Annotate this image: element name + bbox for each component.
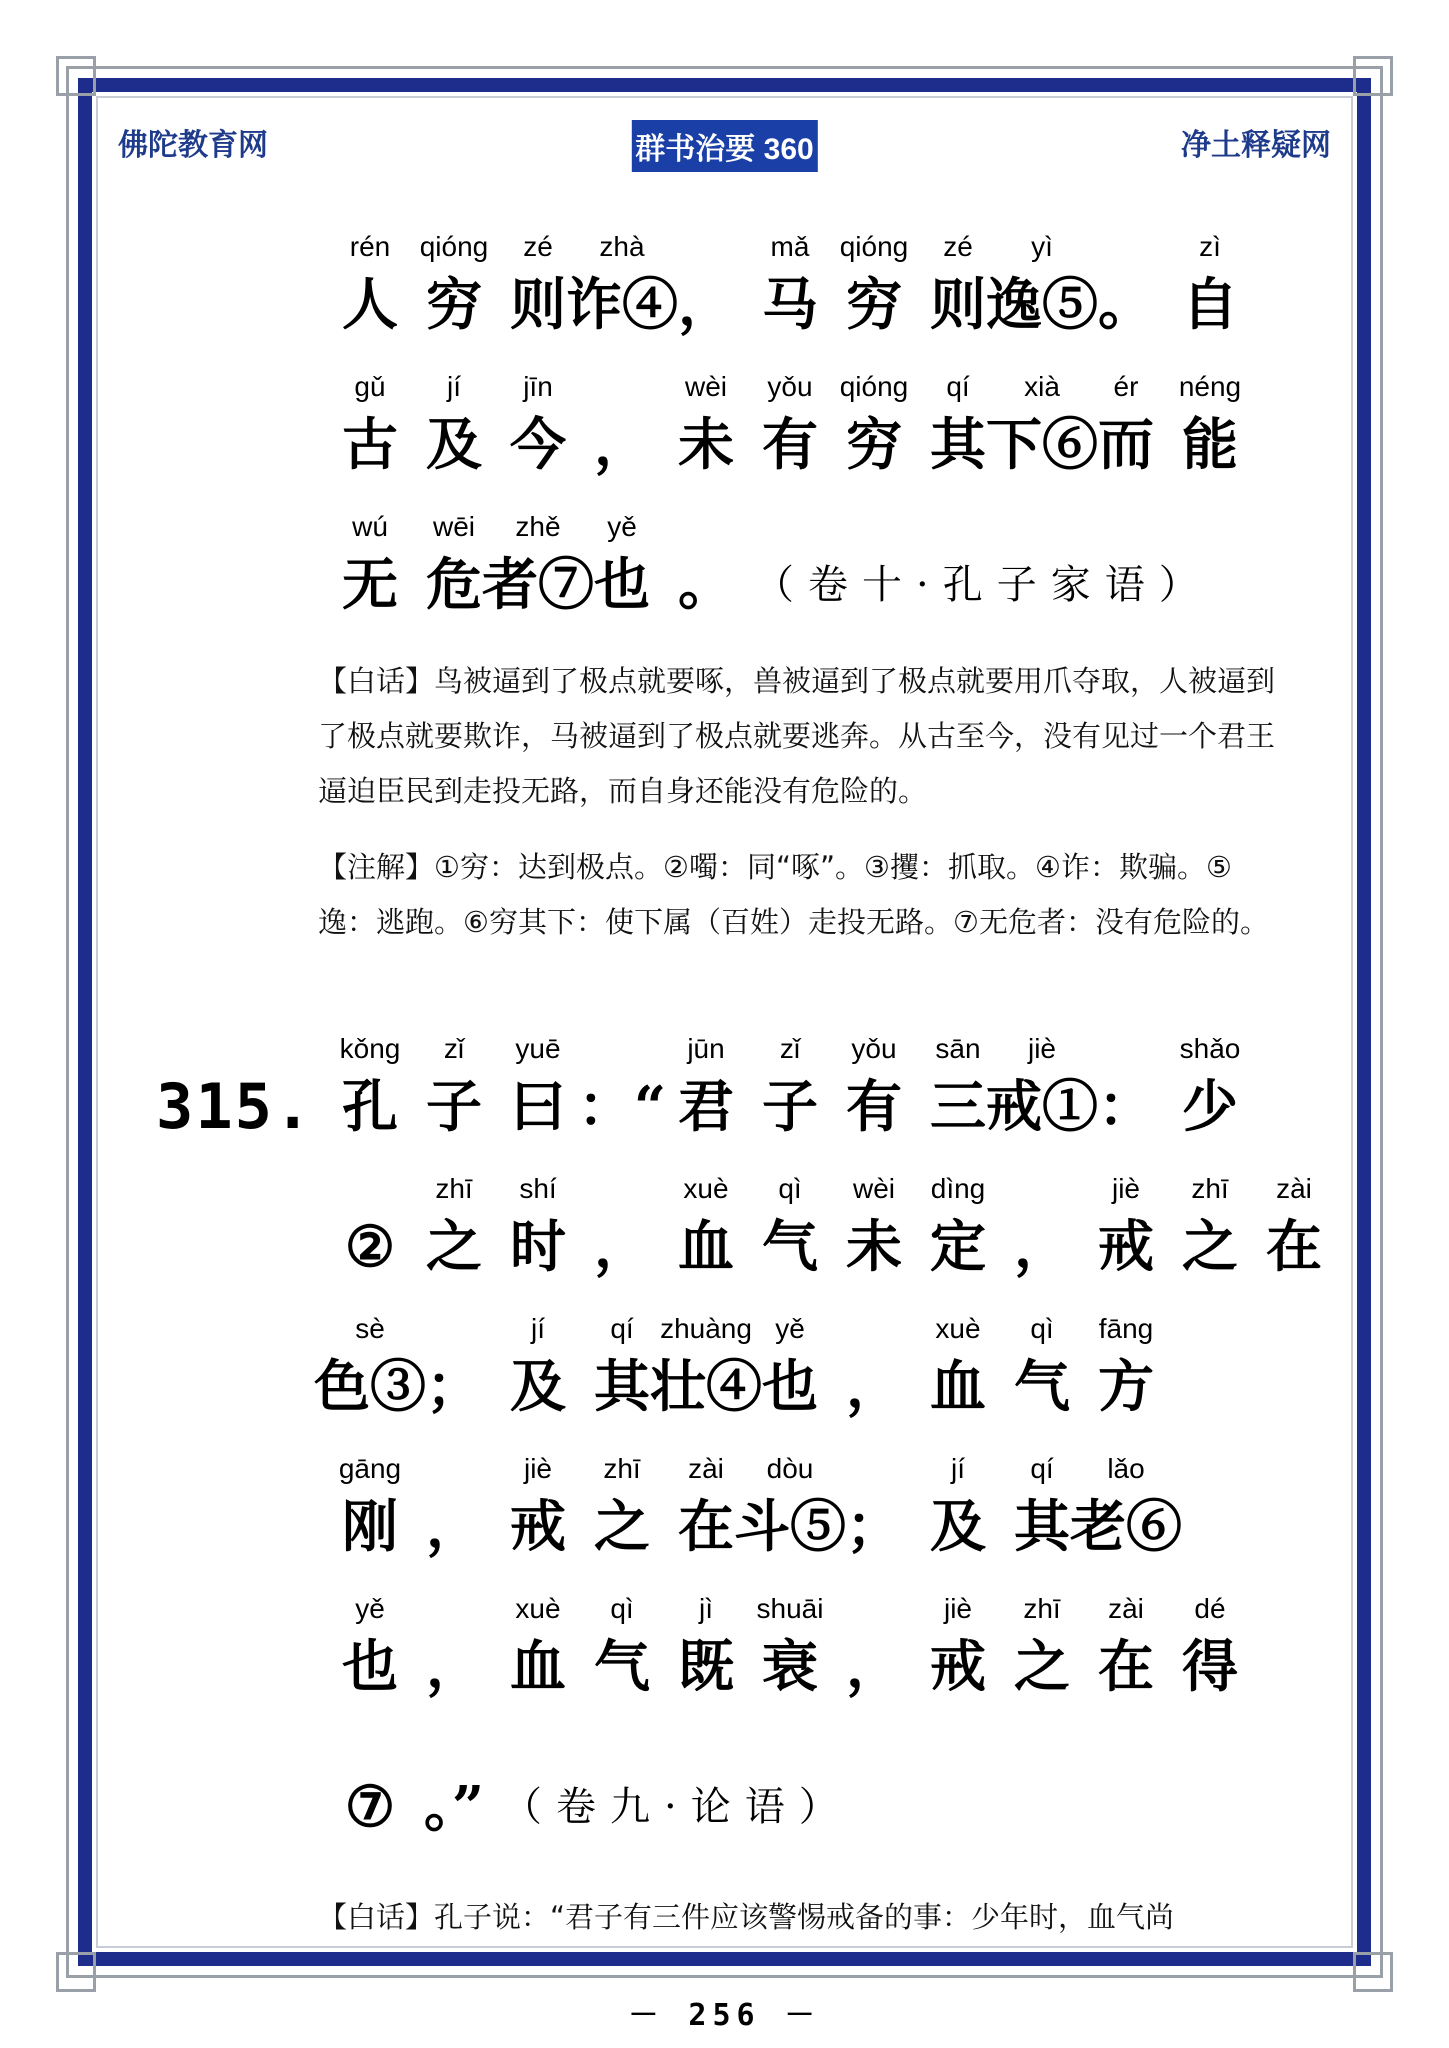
pinyin: shí	[519, 1173, 557, 1204]
hanzi: 色③	[314, 1354, 426, 1420]
ruby-cell	[832, 1312, 916, 1428]
ruby-cell	[412, 1312, 496, 1428]
pinyin: jì	[699, 1593, 713, 1624]
ruby-cell	[1168, 1032, 1252, 1148]
hanzi: 刚	[342, 1494, 398, 1560]
pinyin: wú	[352, 511, 388, 542]
ruby-cell	[1084, 230, 1168, 346]
hanzi: 戒	[1098, 1214, 1154, 1280]
pinyin: jí	[531, 1313, 545, 1344]
hanzi: ；	[846, 1494, 902, 1560]
ruby-cell	[832, 370, 916, 486]
hanzi: 有	[846, 1074, 902, 1140]
ruby-cell	[328, 510, 412, 626]
hanzi: 穷	[426, 272, 482, 338]
hanzi: ：	[1098, 1074, 1154, 1140]
hanzi: ，	[426, 1494, 482, 1560]
ruby-cell	[832, 1592, 916, 1708]
hanzi: 之	[594, 1494, 650, 1560]
hanzi: 其	[930, 412, 986, 478]
pinyin: zài	[1276, 1173, 1312, 1204]
corner-ornament	[1353, 1952, 1393, 1992]
ruby-cell	[1084, 1592, 1168, 1708]
ruby-line	[328, 1732, 853, 1848]
hanzi: 穷	[846, 272, 902, 338]
pinyin: jūn	[687, 1033, 725, 1064]
ruby-cell	[412, 1592, 496, 1708]
pinyin: dé	[1194, 1593, 1226, 1624]
hanzi: 气	[594, 1634, 650, 1700]
hanzi: 者⑦	[482, 552, 594, 618]
pinyin: wèi	[684, 371, 727, 402]
pinyin: zhī	[1023, 1593, 1061, 1624]
ruby-cell	[496, 1452, 580, 1568]
ruby-cell	[1000, 1312, 1084, 1428]
page-number: － 256 －	[628, 1998, 821, 2033]
pinyin: qì	[778, 1173, 802, 1204]
ruby-cell	[916, 1172, 1000, 1288]
ruby-cell	[496, 1592, 580, 1708]
ruby-cell	[1084, 1032, 1168, 1148]
corner-ornament	[56, 1952, 96, 1992]
pinyin: jīn	[523, 371, 553, 402]
hanzi: ，	[426, 1634, 482, 1700]
hanzi: 之	[1182, 1214, 1238, 1280]
pinyin: wēi	[432, 511, 475, 542]
corner-ornament	[1353, 56, 1393, 96]
ruby-cell	[1000, 1592, 1084, 1708]
pinyin: sè	[355, 1313, 385, 1344]
pinyin: fāng	[1098, 1313, 1154, 1344]
hanzi: 也	[594, 552, 650, 618]
header-site-right: 净土释疑网	[1181, 129, 1331, 162]
ruby-cell	[1168, 370, 1252, 486]
hanzi: 未	[846, 1214, 902, 1280]
ruby-line	[328, 1592, 1252, 1708]
hanzi: 在	[1098, 1634, 1154, 1700]
pinyin: xià	[1024, 371, 1060, 402]
hanzi: 其	[1014, 1494, 1070, 1560]
hanzi: 斗⑤	[734, 1494, 846, 1560]
hanzi: 未	[678, 412, 734, 478]
ruby-cell	[577, 1032, 667, 1148]
pinyin: qióng	[839, 371, 909, 402]
ruby-line	[328, 1172, 1336, 1288]
baihua-paragraph: 【白话】鸟被逼到了极点就要啄，兽被逼到了极点就要用爪夺取，人被逼到了极点就要欺诈，马被逼到了极点就要逃奔。从古至今，没有见过一个君王逼迫臣民到走投无路，而自身还能没有危险的。	[318, 664, 1276, 808]
hanzi: 气	[1014, 1354, 1070, 1420]
pinyin: kǒng	[339, 1033, 401, 1064]
hanzi: 人	[342, 272, 398, 338]
hanzi: 能	[1182, 412, 1238, 478]
hanzi: 有	[762, 412, 818, 478]
hanzi: ⑦	[344, 1774, 396, 1840]
pinyin: zhà	[599, 231, 645, 262]
hanzi: 得	[1182, 1634, 1238, 1700]
hanzi: 则	[930, 272, 986, 338]
header-site-left: 佛陀教育网	[118, 129, 268, 162]
hanzi: 之	[426, 1214, 482, 1280]
pinyin: shuāi	[756, 1593, 824, 1624]
ruby-line	[328, 370, 1252, 486]
ruby-cell	[580, 510, 664, 626]
pinyin: zài	[688, 1453, 724, 1484]
hanzi: 戒	[510, 1494, 566, 1560]
pinyin: jí	[951, 1453, 965, 1484]
ruby-cell	[1084, 1172, 1168, 1288]
hanzi: ②	[344, 1214, 396, 1280]
ruby-cell	[832, 1172, 916, 1288]
ruby-line	[328, 230, 1252, 346]
hanzi: 下⑥	[986, 412, 1098, 478]
pinyin: zài	[1108, 1593, 1144, 1624]
ruby-cell	[748, 370, 832, 486]
pinyin: zǐ	[779, 1033, 801, 1064]
pinyin: néng	[1178, 371, 1242, 402]
ruby-cell	[496, 1172, 580, 1288]
ruby-cell	[412, 1452, 496, 1568]
ruby-cell	[748, 1172, 832, 1288]
ruby-cell	[1070, 1452, 1182, 1568]
hanzi: 危	[426, 552, 482, 618]
hanzi: 。”	[423, 1774, 485, 1840]
pinyin: dòu	[766, 1453, 814, 1484]
pinyin: mǎ	[770, 231, 810, 262]
ruby-cell	[328, 230, 412, 346]
hanzi: ；	[426, 1354, 482, 1420]
ruby-cell	[832, 1032, 916, 1148]
ruby-cell	[664, 370, 748, 486]
pinyin: yě	[355, 1593, 385, 1624]
pinyin: zì	[1199, 231, 1221, 262]
ruby-cell	[664, 510, 748, 626]
ruby-cell	[412, 1032, 496, 1148]
ruby-cell	[1168, 1172, 1252, 1288]
pinyin: zǐ	[443, 1033, 465, 1064]
ruby-cell	[412, 230, 496, 346]
hanzi: 子	[426, 1074, 482, 1140]
ruby-cell	[328, 1172, 412, 1288]
ruby-cell	[482, 510, 594, 626]
hanzi: 则	[510, 272, 566, 338]
ruby-cell	[748, 1592, 832, 1708]
pinyin: zé	[943, 231, 973, 262]
ruby-cell	[328, 1032, 412, 1148]
hanzi: 曰	[510, 1074, 566, 1140]
hanzi: 诈④	[566, 272, 678, 338]
pinyin: dìng	[930, 1173, 986, 1204]
pinyin: jiè	[1111, 1173, 1140, 1204]
hanzi: 及	[426, 412, 482, 478]
hanzi: 马	[762, 272, 818, 338]
ruby-cell	[1000, 1172, 1084, 1288]
hanzi: 壮④	[650, 1354, 762, 1420]
ruby-cell	[832, 1452, 916, 1568]
hanzi: ，	[846, 1634, 902, 1700]
hanzi: ，	[1014, 1214, 1070, 1280]
ruby-cell	[496, 1312, 580, 1428]
pinyin: zhī	[1191, 1173, 1229, 1204]
ruby-cell	[1168, 230, 1252, 346]
ruby-cell	[734, 1452, 846, 1568]
hanzi: 也	[342, 1634, 398, 1700]
ruby-cell	[328, 1732, 412, 1848]
ruby-cell	[580, 370, 664, 486]
ruby-cell	[580, 1452, 664, 1568]
ruby-cell	[328, 370, 412, 486]
hanzi: 其	[594, 1354, 650, 1420]
hanzi: 之	[1014, 1634, 1070, 1700]
ruby-cell	[664, 1032, 748, 1148]
pinyin: yǒu	[767, 371, 813, 402]
pinyin: yě	[607, 511, 637, 542]
ruby-cell	[1084, 370, 1168, 486]
pinyin: zhuàng	[660, 1313, 752, 1344]
hanzi: 血	[510, 1634, 566, 1700]
ruby-cell	[314, 1312, 426, 1428]
corner-ornament	[56, 56, 96, 96]
hanzi: 戒①	[986, 1074, 1098, 1140]
pinyin: gāng	[338, 1453, 402, 1484]
ruby-cell	[566, 230, 678, 346]
hanzi: 自	[1182, 272, 1238, 338]
ruby-cell	[748, 1032, 832, 1148]
pinyin: zhī	[603, 1453, 641, 1484]
hanzi: 及	[930, 1494, 986, 1560]
hanzi: 方	[1098, 1354, 1154, 1420]
ruby-cell	[916, 1592, 1000, 1708]
ruby-cell	[580, 1172, 664, 1288]
hanzi: 也	[762, 1354, 818, 1420]
annotation-paragraph: 【注解】①穷：达到极点。②噣：同“啄”。③攫：抓取。④诈：欺骗。⑤逸：逃跑。⑥穷其下：使下属（百姓）走投无路。⑦无危者：没有危险的。	[318, 850, 1269, 939]
pinyin: sān	[935, 1033, 981, 1064]
ruby-cell	[916, 1452, 1000, 1568]
hanzi: 气	[762, 1214, 818, 1280]
hanzi: 今	[510, 412, 566, 478]
hanzi: 在	[678, 1494, 734, 1560]
source-citation: （卷九·论语）	[502, 1784, 853, 1830]
hanzi: 而	[1098, 412, 1154, 478]
ruby-cell	[412, 1172, 496, 1288]
hanzi: 在	[1266, 1214, 1322, 1280]
ruby-line	[328, 1032, 1252, 1148]
pinyin: qí	[946, 371, 970, 402]
pinyin: yǒu	[851, 1033, 897, 1064]
ruby-line	[328, 510, 1213, 626]
ruby-cell	[650, 1312, 762, 1428]
pinyin: qí	[1030, 1453, 1054, 1484]
ruby-cell	[664, 1592, 748, 1708]
pinyin: xuè	[683, 1173, 729, 1204]
pinyin: gǔ	[354, 371, 386, 402]
ruby-cell	[748, 1312, 832, 1428]
entry-number: 315.	[156, 1070, 314, 1143]
pinyin: qióng	[839, 231, 909, 262]
ruby-cell	[748, 230, 832, 346]
hanzi: 衰	[762, 1634, 818, 1700]
hanzi: 血	[678, 1214, 734, 1280]
pinyin: yuē	[515, 1033, 561, 1064]
hanzi: ，	[678, 272, 734, 338]
ruby-cell	[916, 1312, 1000, 1428]
ruby-cell	[328, 1592, 412, 1708]
hanzi: 。	[678, 552, 734, 618]
ruby-cell	[496, 370, 580, 486]
hanzi: 无	[342, 552, 398, 618]
pinyin: xuè	[515, 1593, 561, 1624]
hanzi: 三	[930, 1074, 986, 1140]
pinyin: qióng	[419, 231, 489, 262]
hanzi: 及	[510, 1354, 566, 1420]
pinyin: lǎo	[1107, 1453, 1145, 1484]
hanzi: 既	[678, 1634, 734, 1700]
ruby-cell	[412, 1732, 496, 1848]
ruby-cell	[986, 1032, 1098, 1148]
pinyin: qì	[1030, 1313, 1054, 1344]
pinyin: wèi	[852, 1173, 895, 1204]
pinyin: xuè	[935, 1313, 981, 1344]
pinyin: zé	[523, 231, 553, 262]
pinyin: rén	[349, 231, 391, 262]
ruby-cell	[328, 1452, 412, 1568]
ruby-cell	[986, 230, 1098, 346]
pinyin: yě	[775, 1313, 805, 1344]
pinyin: shǎo	[1179, 1033, 1241, 1064]
ruby-cell	[664, 1172, 748, 1288]
ruby-cell	[832, 230, 916, 346]
ruby-cell	[496, 1032, 580, 1148]
pinyin: jiè	[943, 1593, 972, 1624]
ruby-cell	[1084, 1312, 1168, 1428]
ruby-cell	[986, 370, 1098, 486]
ruby-cell	[580, 1592, 664, 1708]
hanzi: 老⑥	[1070, 1494, 1182, 1560]
hanzi: 少	[1182, 1074, 1238, 1140]
hanzi: 子	[762, 1074, 818, 1140]
hanzi: 古	[342, 412, 398, 478]
ruby-cell	[412, 370, 496, 486]
hanzi: ，	[594, 1214, 650, 1280]
pinyin: ér	[1113, 371, 1139, 402]
hanzi: 穷	[846, 412, 902, 478]
hanzi: 定	[930, 1214, 986, 1280]
source-citation: （卷十·孔子家语）	[754, 562, 1213, 608]
pinyin: zhī	[435, 1173, 473, 1204]
hanzi: 血	[930, 1354, 986, 1420]
ruby-cell	[1252, 1172, 1336, 1288]
hanzi: ：“	[577, 1074, 667, 1140]
hanzi: 时	[510, 1214, 566, 1280]
ruby-cell	[1168, 1592, 1252, 1708]
hanzi: ，	[594, 412, 650, 478]
hanzi: 逸⑤	[986, 272, 1098, 338]
pinyin: zhě	[515, 511, 561, 542]
header-book-title: 群书治要 360	[631, 120, 817, 172]
pinyin: jiè	[523, 1453, 552, 1484]
pinyin: yì	[1031, 231, 1053, 262]
pinyin: qì	[610, 1593, 634, 1624]
pinyin: qí	[610, 1313, 634, 1344]
hanzi: ，	[846, 1354, 902, 1420]
hanzi: 君	[678, 1074, 734, 1140]
ruby-line	[328, 1452, 1182, 1568]
hanzi: 。	[1098, 272, 1154, 338]
baihua-paragraph: 【白话】孔子说：“君子有三件应该警惕戒备的事：少年时，血气尚	[318, 1900, 1175, 1934]
hanzi: 孔	[342, 1074, 398, 1140]
pinyin: jí	[447, 371, 461, 402]
hanzi: 戒	[930, 1634, 986, 1700]
ruby-cell	[664, 230, 748, 346]
ruby-line	[314, 1312, 1168, 1428]
pinyin: jiè	[1027, 1033, 1056, 1064]
